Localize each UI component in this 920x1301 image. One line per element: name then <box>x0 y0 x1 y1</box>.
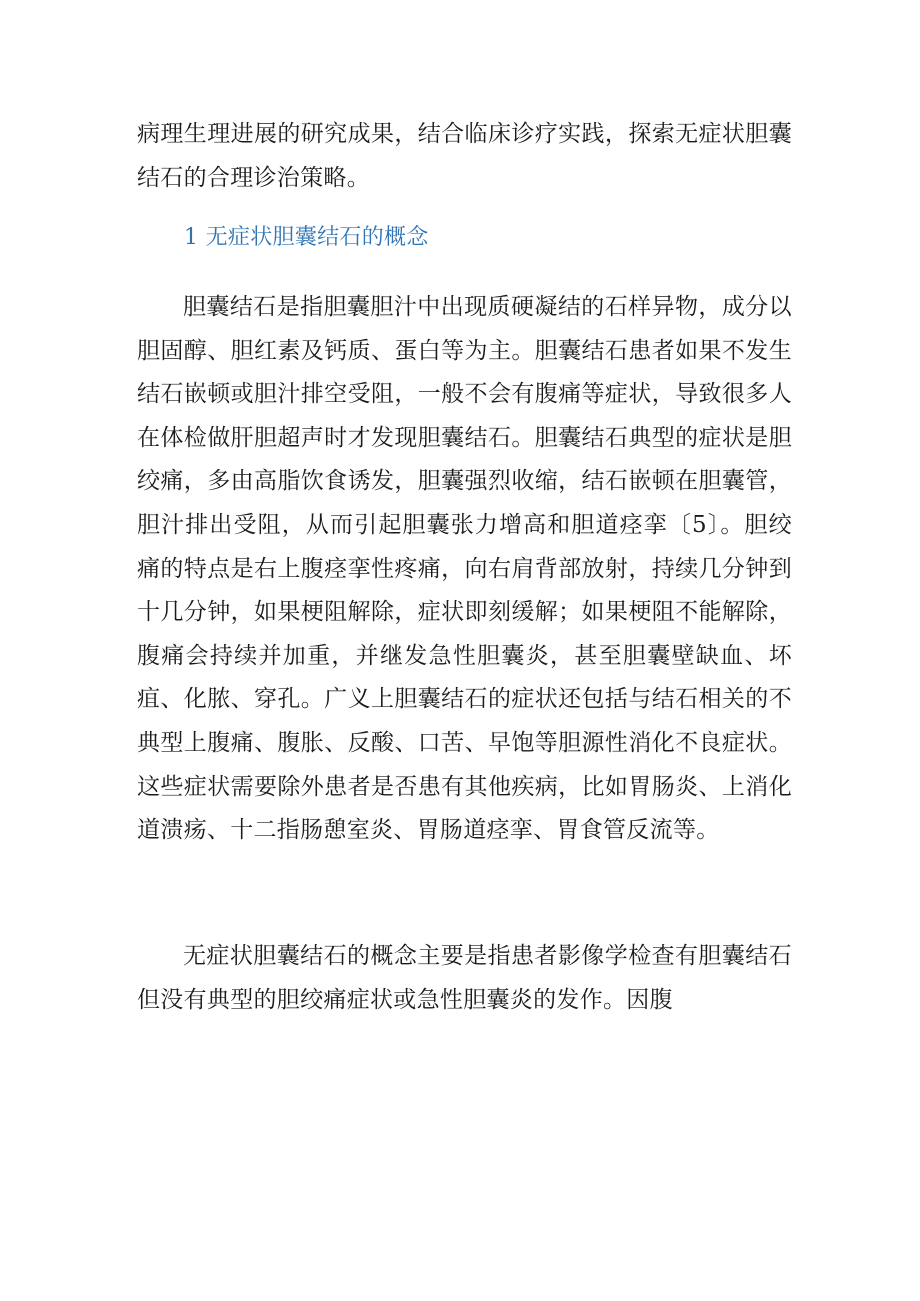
body-paragraph-1: 胆囊结石是指胆囊胆汁中出现质硬凝结的石样异物，成分以胆固醇、胆红素及钙质、蛋白等为主。胆囊结石患者如果不发生结石嵌顿或胆汁排空受阻，一般不会有腹痛等症状，导致很多人在体检做肝胆超声时才发现胆囊结石。胆囊结石典型的症状是胆绞痛，多由高脂饮食诱发，胆囊强烈收缩，结石嵌顿在胆囊管，胆汁排出受阻，从而引起胆囊张力增高和胆道痉挛〔5〕。胆绞痛的特点是右上腹痉挛性疼痛，向右肩背部放射，持续几分钟到十几分钟，如果梗阻解除，症状即刻缓解；如果梗阻不能解除，腹痛会持续并加重，并继发急性胆囊炎，甚至胆囊壁缺血、坏疽、化脓、穿孔。广义上胆囊结石的症状还包括与结石相关的不典型上腹痛、腹胀、反酸、口苦、早饱等胆源性消化不良症状。这些症状需要除外患者是否患有其他疾病，比如胃肠炎、上消化道溃疡、十二指肠憩室炎、胃肠道痉挛、胃食管反流等。 <box>137 294 792 844</box>
section-heading: 1 无症状胆囊结石的概念 <box>184 225 429 250</box>
body-paragraph-2: 无症状胆囊结石的概念主要是指患者影像学检查有胆囊结石但没有典型的胆绞痛症状或急性胆囊炎的发作。因腹 <box>137 943 792 1013</box>
intro-paragraph: 病理生理进展的研究成果，结合临床诊疗实践，探索无症状胆囊结石的合理诊治策略。 <box>137 121 792 191</box>
